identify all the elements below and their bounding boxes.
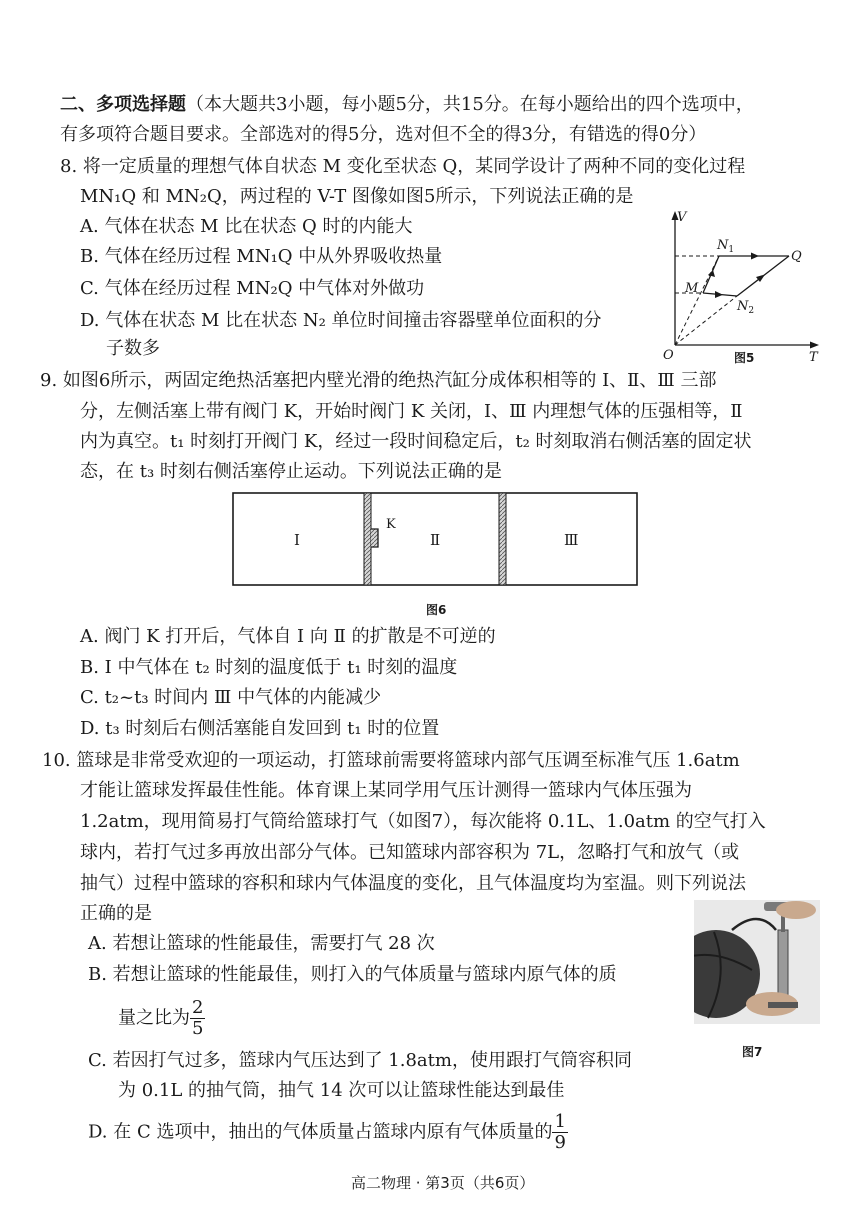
q8-option-a: A. 气体在状态 M 比在状态 Q 时的内能大 bbox=[80, 216, 413, 237]
chamber-1-label: Ⅰ bbox=[294, 531, 300, 549]
q8-option-d: D. 气体在状态 M 比在状态 N₂ 单位时间撞击容器壁单位面积的分 bbox=[80, 310, 602, 331]
figure-7-caption: 图7 bbox=[742, 1045, 763, 1059]
q9-stem-1: 9. 如图6所示，两固定绝热活塞把内壁光滑的绝热汽缸分成体积相等的 Ⅰ、Ⅱ、Ⅲ 三部 bbox=[40, 370, 717, 391]
q9-stem-3: 内为真空。t₁ 时刻打开阀门 K，经过一段时间稳定后，t₂ 时刻取消右侧活塞的固定状 bbox=[80, 431, 752, 452]
q10-option-b-1: B. 若想让篮球的性能最佳，则打入的气体质量与篮球内原气体的质 bbox=[88, 964, 617, 985]
figure-7-pump-photo bbox=[694, 900, 820, 1024]
t-axis-arrow-icon bbox=[810, 342, 819, 349]
chamber-3-label: Ⅲ bbox=[564, 531, 579, 549]
right-piston bbox=[499, 493, 506, 585]
section-intro-1: （本大题共3小题，每小题5分，共15分。在每小题给出的四个选项中， bbox=[186, 94, 754, 115]
q10-option-c-1: C. 若因打气过多，篮球内气压达到了 1.8atm，使用跟打气筒容积同 bbox=[88, 1050, 632, 1071]
pump-barrel bbox=[778, 930, 788, 1002]
axis-v-label: V bbox=[677, 210, 687, 225]
q8-option-c: C. 气体在经历过程 MN₂Q 中气体对外做功 bbox=[80, 278, 425, 299]
axis-t-label: T bbox=[809, 350, 818, 365]
q8-option-d-cont: 子数多 bbox=[106, 338, 160, 359]
point-m-label: M bbox=[685, 281, 699, 296]
q10-option-b-2: 量之比为 $\frac{2}{5}$ bbox=[118, 997, 204, 1039]
q9-option-a: A. 阀门 K 打开后，气体自 Ⅰ 向 Ⅱ 的扩散是不可逆的 bbox=[80, 626, 496, 647]
q10-option-a: A. 若想让篮球的性能最佳，需要打气 28 次 bbox=[88, 933, 435, 954]
figure-6-caption: 图6 bbox=[426, 603, 447, 617]
arrow-m-n2-icon bbox=[715, 291, 723, 298]
valve-k-label: K bbox=[386, 517, 396, 532]
fraction-two-fifths: $\frac{2}{5}$ bbox=[192, 997, 204, 1039]
figure-6-cylinder bbox=[230, 490, 640, 590]
point-n2-label: $N_2$ bbox=[737, 299, 755, 316]
section-header bbox=[60, 96, 754, 114]
q8-option-b: B. 气体在经历过程 MN₁Q 中从外界吸收热量 bbox=[80, 246, 443, 267]
section-title: 二、多项选择题 bbox=[60, 94, 186, 115]
q10-stem-5: 抽气）过程中篮球的容积和球内气体温度的变化，且气体温度均为室温。则下列说法 bbox=[80, 873, 746, 894]
q9-stem-2: 分，左侧活塞上带有阀门 K，开始时阀门 K 关闭，Ⅰ、Ⅲ 内理想气体的压强相等，Ⅱ bbox=[80, 401, 743, 422]
origin-label: O bbox=[663, 348, 674, 363]
q10-stem-1: 10. 篮球是非常受欢迎的一项运动，打篮球前需要将篮球内部气压调至标准气压 1.6atm bbox=[42, 750, 740, 771]
point-n1-label: $N_1$ bbox=[717, 238, 735, 255]
q9-stem-4: 态，在 t₃ 时刻右侧活塞停止运动。下列说法正确的是 bbox=[80, 461, 502, 482]
q9-option-c: C. t₂~t₃ 时间内 Ⅲ 中气体的内能减少 bbox=[80, 687, 382, 708]
figure-5-caption: 图5 bbox=[734, 351, 755, 365]
left-piston bbox=[364, 493, 371, 585]
arrow-m-n1-icon bbox=[708, 270, 715, 277]
arrow-n1-q-icon bbox=[751, 253, 759, 260]
q10-stem-4: 球内，若打气过多再放出部分气体。已知篮球内部容积为 7L，忽略打气和放气（或 bbox=[80, 842, 740, 863]
q8-stem-2: MN₁Q 和 MN₂Q，两过程的 V-T 图像如图5所示，下列说法正确的是 bbox=[80, 186, 634, 207]
q9-option-b: B. Ⅰ 中气体在 t₂ 时刻的温度低于 t₁ 时刻的温度 bbox=[80, 657, 458, 678]
point-q-label: Q bbox=[791, 249, 802, 264]
q10-stem-6: 正确的是 bbox=[80, 903, 152, 924]
valve-k bbox=[371, 529, 378, 547]
section-intro-2: 有多项符合题目要求。全部选对的得5分，选对但不全的得3分，有错选的得0分） bbox=[60, 124, 707, 145]
figure-5-vt-graph bbox=[655, 205, 825, 370]
fraction-one-ninth: $\frac{1}{9}$ bbox=[554, 1111, 566, 1153]
chamber-2-label: Ⅱ bbox=[430, 531, 441, 549]
q9-option-d: D. t₃ 时刻后右侧活塞能自发回到 t₁ 时的位置 bbox=[80, 718, 440, 739]
page-footer: 高二物理 · 第3页（共6页） bbox=[351, 1174, 535, 1192]
q8-stem-1: 8. 将一定质量的理想气体自状态 M 变化至状态 Q，某同学设计了两种不同的变化过程 bbox=[60, 156, 746, 177]
q10-stem-3: 1.2atm，现用简易打气筒给篮球打气（如图7），每次能将 0.1L、1.0atm 的空气打入 bbox=[80, 811, 766, 832]
q10-option-c-2: 为 0.1L 的抽气筒，抽气 14 次可以让篮球性能达到最佳 bbox=[118, 1080, 565, 1101]
q10-option-d: D. 在 C 选项中，抽出的气体质量占篮球内原有气体质量的 $\frac{1}{9}$ bbox=[88, 1111, 566, 1153]
q10-stem-2: 才能让篮球发挥最佳性能。体育课上某同学用气压计测得一篮球内气体压强为 bbox=[80, 780, 692, 801]
